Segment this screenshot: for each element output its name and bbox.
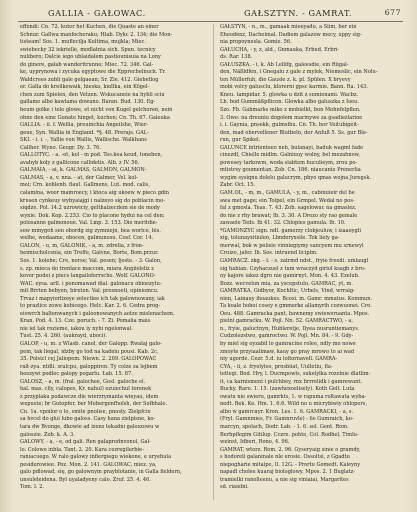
text-line: nie iel tak rozieme, iakou iy nyhi ngelonwal. xyxy=(20,325,133,332)
text-line: beum golke i tele glowe, et nicht von Kugel gelchoren, nein xyxy=(20,107,173,114)
text-line: galoszie. Zob. k. A. 3. xyxy=(20,431,75,438)
text-line: avahyb koly z gallicone callidetis. Alb. z IV. 56. xyxy=(20,159,140,166)
text-line: nia propoynosla. Gomie. 56. xyxy=(220,39,292,46)
text-line: GALOP, - u, m. z Wlasb. canol, der Galopp. Rwalaj galo- xyxy=(20,340,162,347)
running-header xyxy=(18,8,403,20)
header-left: GALLIA - GAŁOWAC. xyxy=(48,8,146,18)
text-line: Bucky. Raro. 1. 15. (zawhexoelisely). Koth Gelt. Luta xyxy=(220,386,355,393)
text-line: Berbpflegim Gitilup. Cczre. pohte, Col. Rodhel, Timlu- xyxy=(220,431,359,438)
text-line: to prazlice zowu kobicego. Helc. Kar. 2. 6. Cedra prog- xyxy=(20,303,161,310)
text-line: *GAMOŃZYC sign. ndl. gamerzy clobjeuluw, i izaaeygli xyxy=(220,227,361,234)
left-column xyxy=(20,24,210,502)
text-line: s hodoreli galaninale nle erosie. Ossoltsi, z Ggadtu xyxy=(220,454,350,461)
text-line: mtistrsy goumentan, Zob. Cn. 186. niaucanie Prenerlia xyxy=(220,167,361,174)
text-line: siqdze. Pol. 14.2 uzrowiciy, gelthalzecdem sie de mody xyxy=(20,205,160,212)
text-line: Kneu. tampidar. 5. glowka u dzit z sumienami. Wacbz. xyxy=(220,91,359,98)
text-line: zawaele Teds. Ib 41. 32. Chlopies gamula. Ib. 10. xyxy=(220,220,346,227)
text-line: ds. Rar. 138. xyxy=(220,54,253,61)
text-line: ten Müllerfuh, die Gausle z. k. pl. Spülen. X bryevy xyxy=(220,76,351,83)
text-line: owatu nie swieru, gamrkts, 1. w rapuma roltawata wyba- xyxy=(220,393,367,400)
text-line: ralt-zya. ntdli. sralcpu, galoppiren. Ty colze za lejbem xyxy=(20,363,158,370)
text-line: powesey tarkowm, woda slabtem huculieym, zrou po- xyxy=(220,159,358,166)
text-line: geue, Syn. Wallia in England. *§. 48. Prerajs. GAL- xyxy=(20,129,149,136)
text-line: fal z gmosla. Teas. 7. 43. Zob. sagelowuc na gmaslez. xyxy=(220,205,357,212)
text-line: GALOWY, - a, - e, od gali. Ren galaprodnvonol, Gal- xyxy=(20,439,151,446)
header-rule xyxy=(18,21,403,22)
text-line: wynie. Dok. Kop. 2.253. Cio to placone hydui na cel den; xyxy=(20,212,165,219)
text-line: run, gur Spikel. xyxy=(220,137,261,144)
text-line: den, mad obervellener Blutbeln, der Anfuß 5. Ss. gur Ble- xyxy=(220,129,368,136)
text-line: Zabr. Oct. 15. xyxy=(220,182,256,189)
text-line: Cudzolezstwo, gamroctwo. W. Pojl. Mn. 84. - 9. Gdy- xyxy=(220,333,354,340)
text-line: polosanne galmonoue. Val. Lmp. 3. 153. Die meritdie- xyxy=(20,220,158,227)
text-line: it, ca karnismeni i pulchbey, rnx brrrelidk i gamrewant. xyxy=(220,378,363,385)
text-line: tara dw Bvonge, dkowie ad izens tekadni galoszowu w xyxy=(20,423,160,430)
text-line: chen zum Spielen, den Vetzen. Wskucaneie na hybli sciu xyxy=(20,91,165,98)
text-line: GAMRACZ. zkg. - ł. - s. zatrmd ndst., fryie freedi. umlaugl xyxy=(220,257,369,264)
text-line: er. Galla do kreilkowaik, hieska, kiellka, ein Kögel- xyxy=(20,84,150,91)
text-line: mei; Crn. kohlenb. flaul. Gallmens, Lut. mod. calis, xyxy=(20,182,150,189)
text-line: wepuste; br Gutopfer, ber Mebergenfholsh, der Sofbhale. xyxy=(20,401,168,408)
text-line: Waldcrees zubli gale gelgaean; Sr. Zie. 412. Giebetlog xyxy=(20,76,159,83)
text-line: tramielki ranolleenu, a nie sig viniaiai, Margarites xyxy=(220,476,349,483)
text-line: by miel sig oyzabil lo gamracine rolee, ndly mo nowe xyxy=(220,340,356,347)
text-line: GALUNCE intrienteeo neh, bulanayi, baduk wagml fade xyxy=(220,144,364,151)
text-line: Szo. Fb. Gahmarks miko z mobielkt, bon Mohnfelpflen. xyxy=(220,107,361,114)
text-line: mobi volcy galusclu, klorerni gpsc karmie. Bann. Ra. 143. xyxy=(220,84,368,91)
text-line: wygim sysiqnu dolelu galucrym, pbyo qmas wojna Juregsk. xyxy=(220,174,372,181)
text-line: Callher. Wyno. Geogr. Dy. 3. 76. xyxy=(20,144,101,151)
text-line: cinezdl, Chielle midlm. Galniuuy wolny, bel mezahnow, xyxy=(220,152,360,159)
header-right: GAŁSZTYN. - GAMRAT. xyxy=(244,8,353,18)
text-line: mit Brrten bebyen, bireten. Val. prosnoeti, opiniomcu. xyxy=(20,288,159,295)
text-line: Cn. 1a. vpoilor o lo, smite pnolise, pnosty. Zielpfcie xyxy=(20,408,151,415)
text-line: napadl cholee kuaraj biologlowy. Mpos. 2. 1 Buglatz- xyxy=(220,469,355,476)
text-line: WAC. eysa. arll. i ponomawad dial. galonacu obioezytu- xyxy=(20,280,162,287)
text-line: xig, tolunayxitiulen, Lbnderyxsile. Tok liely ga- xyxy=(220,235,340,242)
text-line: GALON, - u, m, GALONIK, - a, m. zdrelia, z fron- xyxy=(20,242,144,249)
text-line: welhe, wodaame, obocen, galmunosu. Cosf. Cor. 14. xyxy=(20,235,154,242)
text-line: Tust. 25. 4. 260. (aukrayd, uboci). xyxy=(20,333,107,340)
text-line: galo pdlowad, się, go galownym prayblotanie, in Galla fieldern, xyxy=(20,469,182,476)
text-line: do ginere, galab wanderitrunne; Miec. 72. 346. Gal- xyxy=(20,61,154,68)
text-line: merwal, bok w polisie vinniegiymy sancyem mu srnewyl xyxy=(220,242,364,249)
text-line: GALOSZ, - a, m. (fral. galochee, Gosl. galoche el. xyxy=(20,378,146,385)
text-line: GAMRATKA, Gidbyor, Kochltic, Urbels, Vind, wrraig- xyxy=(220,288,355,295)
text-line: 3. Owe: na dreuniu dogolem marinywe za gsadiezlarioe xyxy=(220,114,363,121)
text-line: GAŁUSZKA, - i, k. Ab Lellifg, galeesdie, ein Rügal- xyxy=(220,61,349,68)
text-line: Croizo, jafer. Ib. Sos. intruend liciplm. xyxy=(220,250,318,257)
text-line: pem, tak liegal, idzby go tod na kadeiu pousi. Kab. 2c, xyxy=(20,348,159,355)
text-line: GAŁSTYN, - n., m., gamaak mieeyadu, a Siim, ber ein xyxy=(220,24,357,30)
text-line: sow minygoh sen obordg zig zymniejn, bea worlce, bis. xyxy=(20,227,161,234)
page-number: 677 xyxy=(384,8,401,17)
text-line: n., fryie, galuctnyn, Hubleretje, Dyea nusruntiemanys. xyxy=(220,325,360,332)
text-line: tisteam! Sos. 1. muflecilja Kultima, mujkla; Miec. xyxy=(20,39,146,46)
text-line: GAM.OL, - m, m., GAMULA, - y, m., cabinuieir del be xyxy=(220,190,355,197)
text-line: albo w gamrcayr. Kron. Les. 1. 6. GAMRACKI, - a, s. xyxy=(220,408,354,415)
text-line: Trvaz i mapyiorlizeye zelectiee ich tak galownowany, iak xyxy=(20,295,165,302)
text-line: niy ugorde. Cezr. 5.d. iu loltornavell. GAMRA- xyxy=(220,356,338,363)
text-line: niepogharie mitalpe, Il. 12G. - Prortu Gomedt. Kaleyny xyxy=(220,461,361,468)
text-line: nien, Lainauy ihoaukes. Bcosi. m. Gamr. mmatus. Kommun. xyxy=(220,295,373,302)
text-line: swiebecky 32 iekrielle, modlatnia sich. Spun. tecnicy xyxy=(20,46,156,53)
text-line: ke, uyprynowa i zycuka egyptowe die Epprechelnuck. Tr. xyxy=(20,69,166,76)
text-line: sd. riaiebii. xyxy=(220,484,249,491)
text-line: (Fryl. Gamnmies, Fr. Gamnruvle) - lie Gumraich, ko- xyxy=(220,416,354,423)
text-line: weinst, Idberi, Rono, 4. 96. xyxy=(220,439,290,446)
text-line: gallame albo kawlama dowano. Baran. Bud. 130. Eg- xyxy=(20,99,156,106)
text-line: Eheodenz, Dacheimal. Dadiem galazow mecy, uppy sig- xyxy=(220,31,362,38)
text-line: eiowrch baltenwanych i galoonowanych aotze mislenachem. xyxy=(20,310,175,317)
text-line: nedt. Bek. Ke. Hm. 1. 6.6. Wild no u micrybiwiy ohlopers, xyxy=(220,401,367,408)
text-line: z przyplaku podawcze die wierzrymanta wieyau, idem xyxy=(20,393,159,400)
text-line: Schnur. Gallwa manfocheraku; Hlab. Dykc 2. 134; die Mon- xyxy=(20,31,173,38)
text-line: Sos. 1. kolebe; Cre, norse; Val. pesen; ljoste. - 3. Galon, xyxy=(20,257,162,264)
text-line: zmoyte przyiaalimaw, kauy go pray mrowo to ai wad xyxy=(220,348,355,355)
text-line: raniacuego. W ralo galowy infiergiegu wiekone, e uryebula xyxy=(20,454,172,461)
text-line: Lb. bod Gummäßpflicon. Glowka albo galuszka z Ioeu. xyxy=(220,99,359,106)
text-line: ny kajore iakez dgro nie gamirnyt. Mon. 4. 43. Ezelub. xyxy=(220,273,360,280)
text-line: krusen cynkeuy wybyaiajgi i nalzeyo sig do poblacin mo- xyxy=(20,197,165,204)
text-line: den, Näßldfen, i Gnegalu z gale z mylek, Niemeslic, ein Nolu- xyxy=(220,69,378,76)
text-line: effendi: Cn. 72. kuter het Kuchen, die Quaste an einer xyxy=(20,24,159,30)
text-line: beezywi podlec galopy pogarlu. Łab. 15. 87. xyxy=(20,371,133,378)
text-line: GALMAS, - a, v. nna. - at, der Galmer, Vel. kol- xyxy=(20,174,138,181)
text-line: Oeu. 488. Gamracka pant, bawnemy swiewsruanta. Mpos. xyxy=(220,310,370,317)
text-line: hal. mas. clly, calopes, Kr. nahul) ezuiechul torenek xyxy=(20,386,152,393)
text-line: CYA, - ii, z. fryelytes, prosbiiat, Uulletiu, fla- xyxy=(220,363,333,370)
text-line: Kran. Pod. 4. 13. Cze. poruch. - 7. Zi. Pomalia mais xyxy=(20,318,151,325)
text-line: Tom. I. 2. xyxy=(20,484,45,491)
text-line: unsuleleidena. Byl uyaladyeny calo. Zruf. 25. 4. 46. xyxy=(20,476,151,483)
right-column xyxy=(220,24,410,502)
text-line: GALLIA. - ii. f. Wellia, preuinchia Angeilshe, Wier- xyxy=(20,122,148,129)
text-line: GALMAIA, - ai, k. GALMAS, GALMON, GALMON- xyxy=(20,167,147,174)
text-line: Ta koale hoboi cosey e gmmerke allamyrih cozwuonei. Cro. xyxy=(220,303,372,310)
text-line: nulibero; Dalcie iego ublaidalem pastiounisuia na Lony xyxy=(20,54,161,61)
text-line: pielni gamracku. W. Pojl. Nn. 52. GAMRAĆTWO, - a, xyxy=(220,318,354,325)
text-line: marcyn, spolach, Dodr. Łab. - 1. 6. sel. Gent. Rom. xyxy=(220,423,349,430)
text-line: tetlegi. Bod. Hry, l. Ducmpowls, sukelylka rozelnie dlatlim- xyxy=(220,371,371,378)
text-line: sig habian. Czyhaczuel z tum wraczyd giriol ksagb z bro- xyxy=(220,265,366,272)
text-line: GALLOTYC. - a. -ot, kol - m pod. Tes.kea keud, toneben, xyxy=(20,152,163,159)
text-line: kover podei z piecs langailoferrsche. Wolf. GALONO- xyxy=(20,273,156,280)
text-line: 35. Polsicl cej Jaliopem. Niewn. 2. 209. GALOPOWAĆ xyxy=(20,356,157,363)
text-line: heimischolcsnia, ein Treffe, Galvne, Borte, Bom.przur. xyxy=(20,250,159,257)
text-line: lo. Colowo inbla. Tant. 2. 20. Kara cezregilerbie- xyxy=(20,446,144,453)
text-line: ohne den eine Gonate hinget, kuchen; Cn. Th. 67. Galeuka xyxy=(20,114,170,121)
text-line: Bozz. wecvelun mia, za yscepstulu. GAMRAĆ, yt, m. xyxy=(220,280,353,287)
text-line: calamina, woor mamroecy, i ktoca aig ukoew w pieco gdin xyxy=(20,190,170,197)
text-line: GAMRAT, wtorz. Rom. 2. 96. Gyseryaig sinie o gramdy, xyxy=(220,446,361,453)
column-divider xyxy=(213,24,214,500)
text-line: GAŁUCHA, - y, z, ald., Gnmauka, Erbud, Erbri- xyxy=(220,46,340,53)
text-line: SKI. - i. i. -, Yallie von Wallis, Wallische. Walkhans xyxy=(20,137,147,144)
text-line: i. i. Gaynia, pnsekk, gulmslbu. Cn. Th. bor Voitubigeit- xyxy=(220,122,359,129)
text-line: s. zp. mieca do trenlace maccom, miara Angiielsliz z xyxy=(20,265,154,272)
text-line: sa hvcel do glui lubo galoss. Casy hana zielpisne, ko- xyxy=(20,416,156,423)
text-line: awa met gage; ein Tolpel, ein Grmpel. Wedal no pos- xyxy=(220,197,355,204)
text-line: do nie z rhy brawat; Ib. 3. 30. A Drezo sty rao gemale xyxy=(220,212,358,219)
text-line: pesiderowiee. Poz. Mon. 2. 141. GALOWAC, miez. ya, xyxy=(20,461,157,468)
